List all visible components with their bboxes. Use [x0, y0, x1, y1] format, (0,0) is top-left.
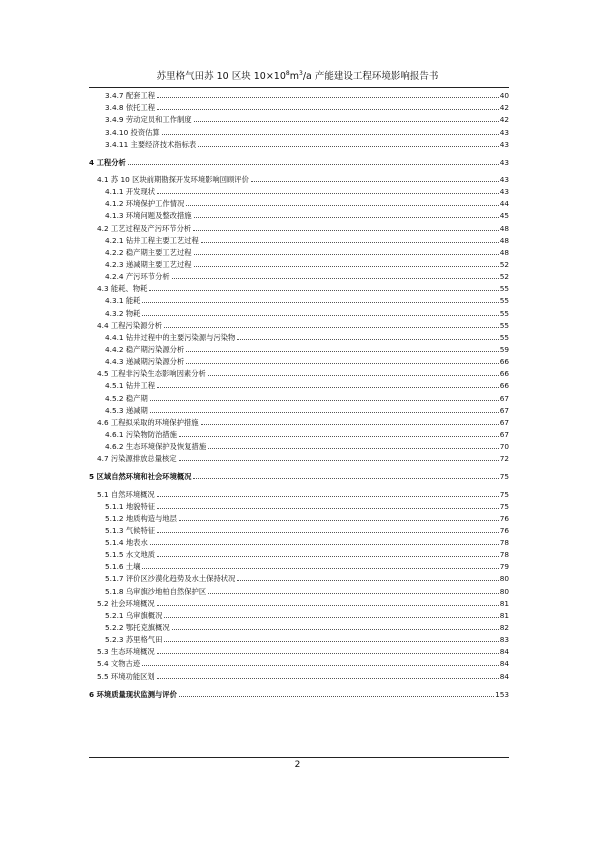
toc-entry-page: 67 [499, 393, 509, 403]
toc-entry[interactable] [89, 196, 509, 208]
toc-entry-title: 3.4.10 投资估算 [105, 127, 160, 137]
toc-entry[interactable] [89, 608, 509, 620]
toc-entry[interactable] [89, 100, 509, 112]
toc-entry-title: 4.5.2 稳产期 [105, 393, 148, 403]
toc-entry[interactable] [89, 511, 509, 523]
toc-dot-leader [194, 217, 499, 218]
toc-entry-page: 43 [499, 187, 509, 197]
toc-entry-page: 83 [499, 635, 509, 645]
toc-entry-title: 5.1.4 地表水 [105, 538, 148, 548]
toc-dot-leader [157, 653, 499, 654]
toc-dot-leader [198, 146, 499, 147]
footer-rule [89, 757, 509, 758]
toc-dot-leader [237, 339, 498, 340]
toc-entry-title: 5 区域自然环境和社会环境概况 [89, 472, 192, 482]
toc-dot-leader [150, 412, 499, 413]
toc-dot-leader [157, 508, 499, 509]
toc-entry-title: 4.4.1 钻井过程中的主要污染源与污染物 [105, 332, 236, 342]
toc-entry-title: 4.6.2 生态环境保护及恢复措施 [105, 442, 207, 452]
toc-entry-title: 3.4.7 配套工程 [105, 91, 156, 101]
toc-dot-leader [157, 678, 499, 679]
toc-entry-page: 59 [499, 344, 509, 354]
toc-entry[interactable] [89, 318, 509, 330]
toc-entry-page: 67 [499, 429, 509, 439]
toc-dot-leader [194, 254, 499, 255]
toc-entry[interactable] [89, 415, 509, 427]
toc-entry-page: 82 [499, 623, 509, 633]
toc-entry-page: 52 [499, 272, 509, 282]
toc-dot-leader [237, 580, 498, 581]
toc-entry-title: 5.1.2 地质构造与地层 [105, 513, 177, 523]
toc-entry-title: 4.3.2 物耗 [105, 308, 141, 318]
toc-dot-leader [201, 242, 499, 243]
toc-dot-leader [179, 460, 499, 461]
toc-dot-leader [128, 164, 499, 165]
toc-dot-leader [157, 556, 499, 557]
toc-entry[interactable] [89, 559, 509, 571]
toc-dot-leader [172, 278, 499, 279]
header-title-suffix: /a 产能建设工程环境影响报告书 [302, 71, 439, 82]
toc-entry[interactable] [89, 499, 509, 511]
toc-entry-title: 5.1.7 评价区沙漠化趋势及水土保持状况 [105, 574, 236, 584]
toc-entry-title: 5.3 生态环境概况 [97, 647, 155, 657]
toc-dot-leader [149, 290, 498, 291]
toc-dot-leader [157, 97, 499, 98]
toc-entry-page: 43 [499, 174, 509, 184]
toc-dot-leader [194, 121, 499, 122]
toc-entry[interactable] [89, 668, 509, 680]
toc-dot-leader [208, 375, 499, 376]
toc-entry-title: 3.4.8 依托工程 [105, 103, 156, 113]
toc-dot-leader [150, 400, 499, 401]
toc-entry-title: 4.1 苏 10 区块前期勘探开发环境影响回顾评价 [97, 174, 249, 184]
toc-entry[interactable] [89, 378, 509, 390]
toc-entry-page: 66 [499, 357, 509, 367]
toc-entry[interactable] [89, 184, 509, 196]
toc-entry-page: 78 [499, 538, 509, 548]
toc-dot-leader [179, 436, 499, 437]
toc-entry[interactable] [89, 342, 509, 354]
toc-entry[interactable] [89, 535, 509, 547]
header-title-sup-exponent: 8 [285, 69, 290, 77]
toc-dot-leader [164, 327, 499, 328]
toc-entry[interactable] [89, 620, 509, 632]
toc-dot-leader [251, 181, 499, 182]
toc-entry[interactable] [89, 523, 509, 535]
toc-entry[interactable] [89, 88, 509, 100]
toc-dot-leader [194, 266, 499, 267]
toc-entry-page: 79 [499, 562, 509, 572]
toc-entry[interactable] [89, 330, 509, 342]
toc-entry-title: 4.2.4 产污环节分析 [105, 272, 170, 282]
toc-entry-title: 5.4 文物古迹 [97, 659, 141, 669]
toc-entry-title: 4.4 工程污染源分析 [97, 320, 163, 330]
toc-dot-leader [162, 134, 499, 135]
toc-entry-title: 5.1 自然环境概况 [97, 489, 155, 499]
toc-entry-page: 66 [499, 369, 509, 379]
toc-entry-page: 42 [499, 115, 509, 125]
toc-entry-page: 84 [499, 671, 509, 681]
toc-entry[interactable] [89, 596, 509, 608]
toc-entry-page: 81 [499, 610, 509, 620]
toc-dot-leader [179, 520, 499, 521]
toc-entry[interactable] [89, 451, 509, 463]
table-of-contents [89, 88, 509, 699]
toc-entry-page: 72 [499, 454, 509, 464]
toc-entry[interactable] [89, 269, 509, 281]
toc-entry[interactable] [89, 208, 509, 220]
toc-entry-page: 40 [499, 91, 509, 101]
toc-entry-title: 4.7 污染源排放总量核定 [97, 454, 177, 464]
toc-dot-leader [142, 302, 498, 303]
toc-entry-page: 55 [499, 332, 509, 342]
toc-entry[interactable] [89, 257, 509, 269]
toc-dot-leader [157, 193, 499, 194]
toc-entry[interactable] [89, 137, 509, 149]
toc-entry-page: 81 [499, 598, 509, 608]
toc-entry-title: 5.2.2 鄂托克旗概况 [105, 623, 170, 633]
toc-dot-leader [142, 665, 499, 666]
toc-entry-title: 4.6.1 污染物防治措施 [105, 429, 177, 439]
toc-dot-leader [157, 387, 499, 388]
toc-entry-title: 4.2.3 递减期主要工艺过程 [105, 259, 192, 269]
toc-entry[interactable] [89, 547, 509, 559]
toc-entry-page: 43 [499, 139, 509, 149]
toc-entry-page: 84 [499, 647, 509, 657]
toc-entry-title: 4.5 工程非污染生态影响因素分析 [97, 369, 206, 379]
toc-entry-page: 43 [499, 157, 509, 167]
toc-entry-page: 75 [499, 489, 509, 499]
toc-entry-title: 5.1.3 气候特征 [105, 525, 156, 535]
toc-entry[interactable] [89, 366, 509, 378]
toc-entry-title: 5.2.1 乌审旗概况 [105, 610, 163, 620]
toc-dot-leader [208, 593, 499, 594]
toc-dot-leader [164, 641, 498, 642]
toc-entry[interactable] [89, 644, 509, 656]
toc-dot-leader [157, 109, 499, 110]
toc-dot-leader [186, 351, 498, 352]
toc-entry[interactable] [89, 293, 509, 305]
header-title-unit: m [289, 71, 299, 82]
toc-dot-leader [186, 205, 498, 206]
toc-entry-page: 55 [499, 308, 509, 318]
header-title-prefix: 苏里格气田苏 10 区块 10×10 [156, 71, 286, 82]
toc-entry-page: 48 [499, 223, 509, 233]
toc-entry-title: 4.1.2 环境保护工作情况 [105, 199, 185, 209]
toc-dot-leader [179, 696, 494, 697]
toc-entry-title: 6 环境质量现状监测与评价 [89, 689, 177, 699]
toc-entry-title: 4.5.3 递减期 [105, 405, 148, 415]
toc-entry-page: 55 [499, 320, 509, 330]
toc-entry-page: 48 [499, 247, 509, 257]
toc-entry-page: 70 [499, 442, 509, 452]
toc-entry[interactable] [89, 124, 509, 136]
toc-entry-page: 42 [499, 103, 509, 113]
toc-entry[interactable] [89, 245, 509, 257]
toc-dot-leader [201, 424, 499, 425]
toc-entry[interactable] [89, 427, 509, 439]
document-header-title [0, 71, 595, 83]
toc-entry-page: 55 [499, 284, 509, 294]
toc-entry-page: 43 [499, 127, 509, 137]
toc-dot-leader [142, 315, 498, 316]
toc-dot-leader [164, 617, 498, 618]
toc-dot-leader [186, 363, 498, 364]
toc-entry-page: 80 [499, 586, 509, 596]
toc-entry[interactable] [89, 403, 509, 415]
toc-entry-page: 44 [499, 199, 509, 209]
toc-entry-title: 4.1.3 环境问题及整改措施 [105, 211, 192, 221]
toc-entry-title: 4.3.1 能耗 [105, 296, 141, 306]
toc-entry[interactable] [89, 656, 509, 668]
toc-entry-page: 67 [499, 417, 509, 427]
toc-entry-title: 5.1.6 土壤 [105, 562, 141, 572]
toc-entry-page: 75 [499, 501, 509, 511]
header-title-sup-cubic: 3 [299, 69, 303, 77]
toc-entry[interactable] [89, 571, 509, 583]
toc-dot-leader [142, 568, 498, 569]
toc-entry-page: 80 [499, 574, 509, 584]
page-number: 2 [294, 760, 301, 770]
toc-entry[interactable] [89, 305, 509, 317]
toc-entry-title: 4.6 工程拟采取的环境保护措施 [97, 417, 199, 427]
toc-entry-title: 5.5 环境功能区划 [97, 671, 155, 681]
toc-entry-page: 52 [499, 259, 509, 269]
toc-entry-title: 5.1.1 地貌特征 [105, 501, 156, 511]
toc-entry-title: 3.4.9 劳动定员和工作制度 [105, 115, 192, 125]
toc-entry-page: 66 [499, 381, 509, 391]
toc-entry-page: 75 [499, 472, 509, 482]
toc-entry-page: 67 [499, 405, 509, 415]
toc-entry-title: 4.2.2 稳产期主要工艺过程 [105, 247, 192, 257]
toc-entry-title: 4 工程分析 [89, 157, 126, 167]
toc-dot-leader [193, 230, 499, 231]
toc-entry[interactable] [89, 172, 509, 184]
toc-entry-title: 4.4.2 稳产期污染源分析 [105, 344, 185, 354]
toc-entry[interactable] [89, 354, 509, 366]
toc-entry-title: 5.2.3 苏里格气田 [105, 635, 163, 645]
toc-dot-leader [150, 544, 499, 545]
toc-entry[interactable] [89, 233, 509, 245]
toc-dot-leader [208, 448, 499, 449]
toc-entry[interactable] [89, 112, 509, 124]
toc-entry-title: 4.5.1 钻井工程 [105, 381, 156, 391]
toc-entry-page: 76 [499, 513, 509, 523]
toc-entry-page: 84 [499, 659, 509, 669]
toc-entry-title: 3.4.11 主要经济技术指标表 [105, 139, 197, 149]
toc-entry-title: 4.3 能耗、物耗 [97, 284, 148, 294]
toc-entry-title: 4.4.3 递减期污染源分析 [105, 357, 185, 367]
toc-entry-title: 5.1.5 水文地质 [105, 550, 156, 560]
toc-entry-page: 48 [499, 235, 509, 245]
toc-entry-title: 4.2.1 钻井工程主要工艺过程 [105, 235, 199, 245]
toc-entry-title: 4.1.1 开发现状 [105, 187, 156, 197]
toc-entry[interactable] [89, 469, 509, 481]
toc-entry-page: 78 [499, 550, 509, 560]
toc-dot-leader [172, 629, 499, 630]
toc-entry-page: 55 [499, 296, 509, 306]
toc-entry[interactable] [89, 390, 509, 402]
toc-entry-page: 76 [499, 525, 509, 535]
toc-dot-leader [157, 605, 499, 606]
toc-dot-leader [193, 478, 498, 479]
toc-entry[interactable] [89, 583, 509, 595]
toc-entry-title: 5.1.8 乌审旗沙地柏自然保护区 [105, 586, 207, 596]
toc-entry[interactable] [89, 486, 509, 498]
toc-entry-page: 45 [499, 211, 509, 221]
toc-entry-title: 4.2 工艺过程及产污环节分析 [97, 223, 192, 233]
toc-entry[interactable] [89, 687, 509, 699]
toc-entry-page: 153 [495, 689, 509, 699]
toc-entry[interactable] [89, 439, 509, 451]
toc-entry-title: 5.2 社会环境概况 [97, 598, 155, 608]
toc-entry[interactable] [89, 220, 509, 232]
toc-entry[interactable] [89, 281, 509, 293]
toc-entry[interactable] [89, 632, 509, 644]
toc-entry[interactable] [89, 155, 509, 167]
toc-dot-leader [157, 532, 499, 533]
toc-dot-leader [157, 496, 499, 497]
